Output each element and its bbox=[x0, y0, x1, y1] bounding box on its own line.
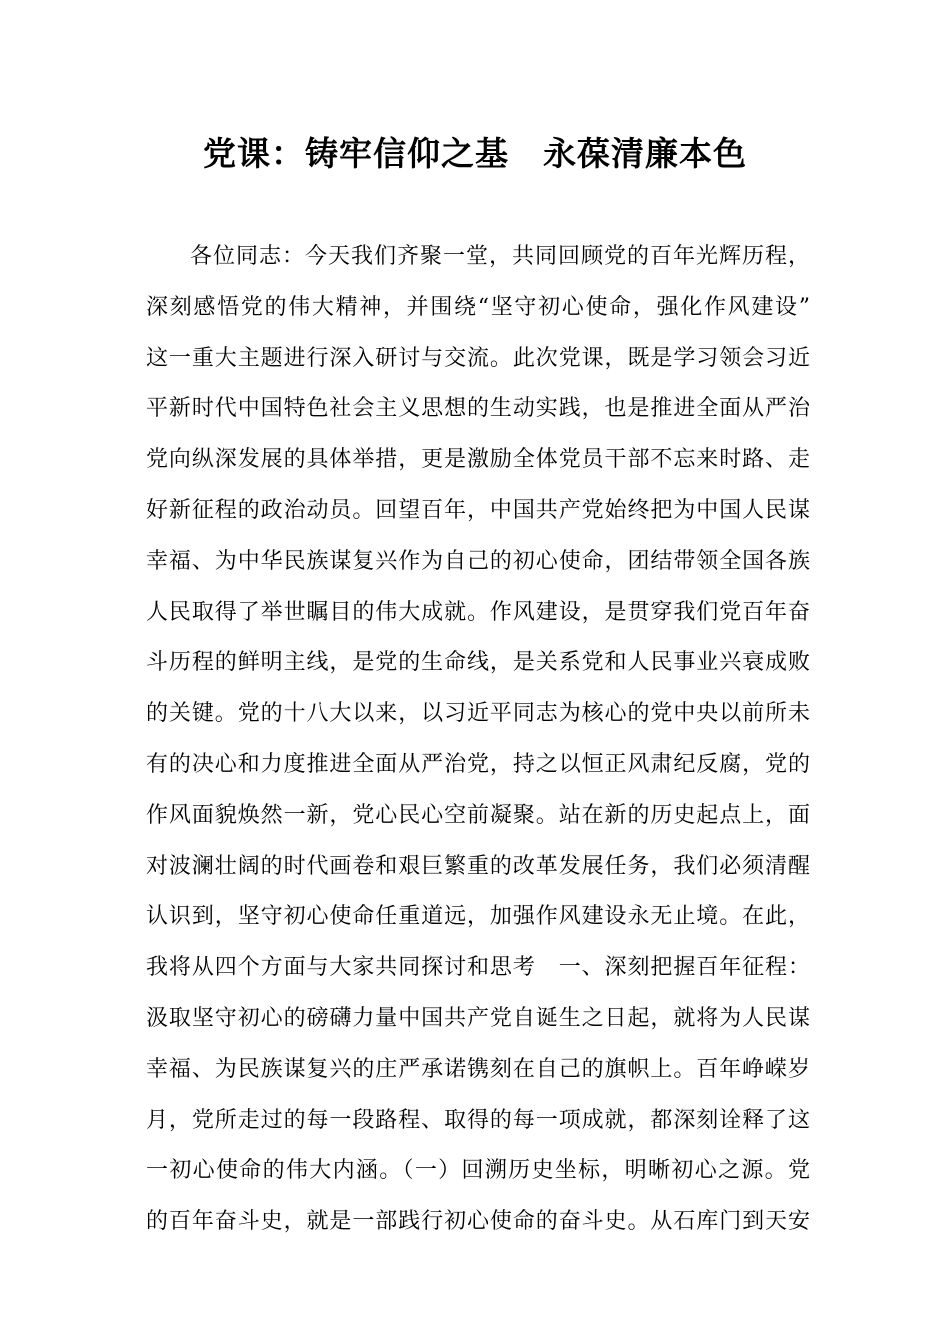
document-body bbox=[146, 232, 810, 1248]
body-line: 深刻感悟党的伟大精神，并围绕“坚守初心使命，强化作风建设” bbox=[146, 294, 810, 320]
body-line: 各位同志：今天我们齐聚一堂，共同回顾党的百年光辉历程， bbox=[190, 244, 810, 269]
body-line: 一初心使命的伟大内涵。（一）回溯历史坐标，明晰初心之源。党 bbox=[146, 1158, 810, 1184]
body-line: 好新征程的政治动员。回望百年，中国共产党始终把为中国人民谋 bbox=[146, 497, 810, 523]
body-line: 作风面貌焕然一新，党心民心空前凝聚。站在新的历史起点上，面 bbox=[146, 802, 810, 828]
body-line: 我将从四个方面与大家共同探讨和思考 一、深刻把握百年征程： bbox=[146, 955, 810, 981]
body-line: 这一重大主题进行深入研讨与交流。此次党课，既是学习领会习近 bbox=[146, 345, 810, 371]
body-line: 有的决心和力度推进全面从严治党，持之以恒正风肃纪反腐，党的 bbox=[146, 751, 810, 777]
body-line: 幸福、为中华民族谋复兴作为自己的初心使命，团结带领全国各族 bbox=[146, 548, 810, 574]
body-line: 平新时代中国特色社会主义思想的生动实践，也是推进全面从严治 bbox=[146, 396, 810, 422]
body-line: 幸福、为民族谋复兴的庄严承诺镌刻在自己的旗帜上。百年峥嵘岁 bbox=[146, 1056, 810, 1082]
body-line: 党向纵深发展的具体举措，更是激励全体党员干部不忘来时路、走 bbox=[146, 447, 810, 473]
body-line: 的百年奋斗史，就是一部践行初心使命的奋斗史。从石库门到天安 bbox=[146, 1209, 810, 1235]
document-title: 党课：铸牢信仰之基 永葆清廉本色 bbox=[203, 134, 747, 173]
body-line: 认识到，坚守初心使命任重道远，加强作风建设永无止境。在此， bbox=[146, 904, 810, 930]
body-line: 月，党所走过的每一段路程、取得的每一项成就，都深刻诠释了这 bbox=[146, 1107, 810, 1133]
body-line: 斗历程的鲜明主线，是党的生命线，是关系党和人民事业兴衰成败 bbox=[146, 650, 810, 676]
body-line: 对波澜壮阔的时代画卷和艰巨繁重的改革发展任务，我们必须清醒 bbox=[146, 853, 810, 879]
body-line: 人民取得了举世瞩目的伟大成就。作风建设，是贯穿我们党百年奋 bbox=[146, 599, 810, 625]
body-line: 的关键。党的十八大以来，以习近平同志为核心的党中央以前所未 bbox=[146, 701, 810, 727]
body-line: 汲取坚守初心的磅礴力量中国共产党自诞生之日起，就将为人民谋 bbox=[146, 1005, 810, 1031]
